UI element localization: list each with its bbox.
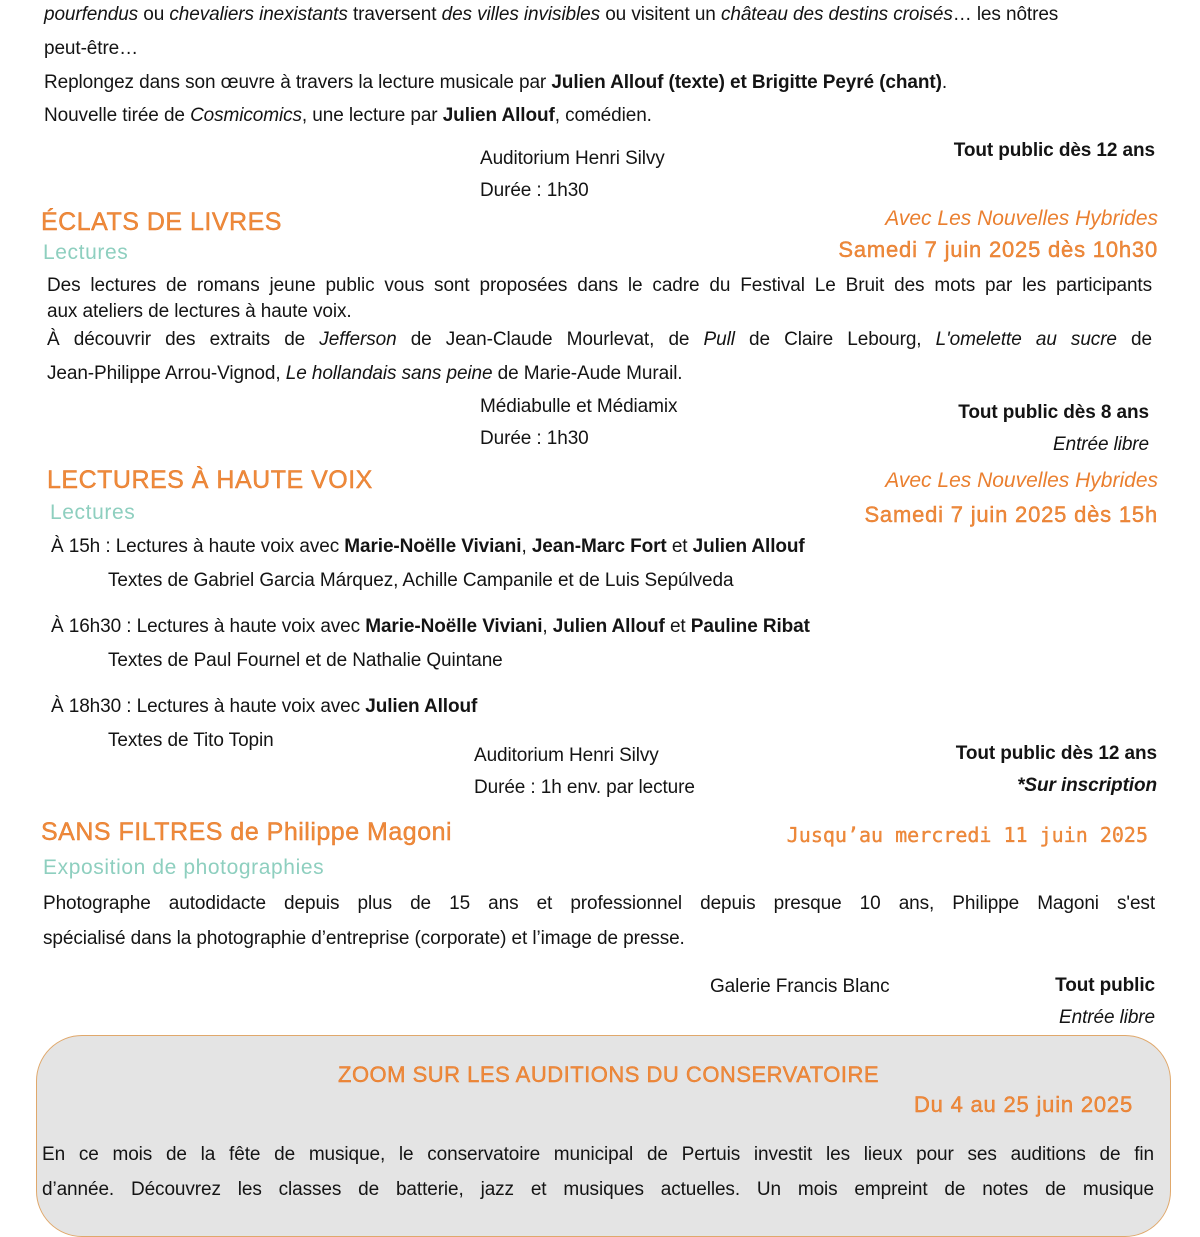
intro-text: ou visitent un	[600, 4, 721, 25]
hv-session-2	[51, 617, 810, 636]
eclats-organizer: Avec Les Nouvelles Hybrides	[885, 207, 1158, 230]
sf-p1-text: Photographe autodidacte depuis plus de 15 ans et professionnel depuis presque 10 ans, Philippe Magoni s'est	[43, 893, 1155, 914]
performer: Pauline Ribat	[690, 616, 810, 637]
sf-p1	[43, 894, 1155, 913]
eclats-audience: Tout public dès 8 ans	[958, 402, 1149, 423]
conservatoire-p2	[42, 1180, 1154, 1199]
session-time: À 18h30 : Lectures à haute voix avec	[51, 696, 366, 717]
eclats-duration: Durée : 1h30	[480, 428, 589, 449]
text: de Claire Lebourg,	[734, 329, 936, 350]
hv-registration: *Sur inscription	[1017, 775, 1157, 796]
conservatoire-title: ZOOM SUR LES AUDITIONS DU CONSERVATOIRE	[338, 1062, 880, 1087]
eclats-date: Samedi 7 juin 2025 dès 10h30	[838, 237, 1158, 262]
sf-category: Exposition de photographies	[43, 856, 325, 879]
hv-organizer: Avec Les Nouvelles Hybrides	[885, 469, 1158, 492]
eclats-p3	[47, 364, 683, 383]
text: À découvrir des extraits de	[47, 329, 320, 350]
text: Jean-Philippe Arrou-Vignod,	[47, 363, 286, 384]
session-time: À 15h : Lectures à haute voix avec	[51, 536, 345, 557]
intro-text: .	[941, 72, 948, 93]
sf-audience: Tout public	[1055, 975, 1155, 996]
session-time: À 16h30 : Lectures à haute voix avec	[51, 616, 366, 637]
separator: et	[664, 616, 691, 637]
hv-duration: Durée : 1h env. par lecture	[474, 777, 695, 798]
sf-date: Jusqu’au mercredi 11 juin 2025	[786, 823, 1148, 847]
text: de Jean-Claude Mourlevat, de	[396, 329, 704, 350]
intro-text: Nouvelle tirée de	[44, 105, 191, 126]
conservatoire-p1-text: En ce mois de la fête de musique, le conservatoire municipal de Pertuis investit les lieux pour ses auditions de fin	[42, 1144, 1154, 1165]
hv-session-1	[51, 537, 805, 556]
intro-line-2: peut-être…	[44, 38, 139, 59]
performer: Marie-Noëlle Viviani	[344, 536, 522, 557]
eclats-category: Lectures	[43, 241, 129, 264]
eclats-venue: Médiabulle et Médiamix	[480, 396, 678, 417]
separator: ,	[521, 536, 532, 557]
intro-venue: Auditorium Henri Silvy	[480, 148, 665, 169]
hv-title: LECTURES À HAUTE VOIX	[47, 466, 373, 494]
intro-text: Replongez dans son œuvre à travers la lecture musicale par	[44, 72, 552, 93]
hv-date: Samedi 7 juin 2025 dès 15h	[864, 502, 1158, 527]
performer: Marie-Noëlle Viviani	[365, 616, 543, 637]
intro-text: , comédien.	[554, 105, 652, 126]
hv-audience: Tout public dès 12 ans	[955, 743, 1157, 764]
intro-text: … les nôtres	[952, 4, 1059, 25]
performers: Julien Allouf (texte) et Brigitte Peyré (chant)	[551, 72, 942, 93]
eclats-p1-text: Des lectures de romans jeune public vous sont proposées dans le cadre du Festival Le Bruit des mots par les participants	[47, 275, 1152, 296]
separator: ,	[542, 616, 553, 637]
hv-session-2-texts: Textes de Paul Fournel et de Nathalie Quintane	[108, 650, 503, 671]
hv-session-1-texts: Textes de Gabriel Garcia Márquez, Achille Campanile et de Luis Sepúlveda	[108, 570, 734, 591]
hv-venue: Auditorium Henri Silvy	[474, 745, 659, 766]
intro-line-4	[44, 106, 652, 125]
text: de	[1116, 329, 1152, 350]
sf-venue: Galerie Francis Blanc	[710, 976, 890, 997]
intro-line-3	[44, 73, 947, 92]
text: de Marie-Aude Murail.	[492, 363, 683, 384]
intro-em: pourfendus	[44, 4, 139, 25]
intro-em: château des destins croisés	[720, 4, 953, 25]
eclats-title: ÉCLATS DE LIVRES	[41, 208, 282, 236]
book-title: Pull	[703, 329, 735, 350]
intro-text: ou	[138, 4, 170, 25]
book-title: Jefferson	[319, 329, 397, 350]
performer: Julien Allouf	[692, 536, 805, 557]
performer: Julien Allouf	[365, 696, 478, 717]
intro-em: des villes invisibles	[441, 4, 601, 25]
hv-session-3	[51, 697, 477, 716]
intro-line-1	[44, 5, 1058, 24]
conservatoire-p2-text: d’année. Découvrez les classes de batterie, jazz et musiques actuelles. Un mois empreint de notes de musique	[42, 1179, 1154, 1200]
performer: Julien Allouf	[442, 105, 555, 126]
intro-text: , une lecture par	[301, 105, 443, 126]
sf-title: SANS FILTRES de Philippe Magoni	[41, 818, 453, 846]
conservatoire-date: Du 4 au 25 juin 2025	[913, 1092, 1133, 1117]
separator: et	[666, 536, 693, 557]
book-title: Le hollandais sans peine	[285, 363, 493, 384]
eclats-entry: Entrée libre	[1053, 434, 1149, 455]
hv-session-3-texts: Textes de Tito Topin	[108, 730, 274, 751]
intro-em: chevaliers inexistants	[169, 4, 348, 25]
eclats-p2-text	[47, 330, 1152, 349]
conservatoire-p1	[42, 1145, 1154, 1164]
hv-category: Lectures	[50, 501, 136, 524]
eclats-p1	[47, 276, 1152, 295]
intro-text: traversent	[347, 4, 442, 25]
intro-audience: Tout public dès 12 ans	[953, 140, 1155, 161]
sf-p2: spécialisé dans la photographie d’entreprise (corporate) et l’image de presse.	[43, 928, 685, 949]
book-title: Cosmicomics	[190, 105, 302, 126]
performer: Jean-Marc Fort	[531, 536, 667, 557]
intro-duration: Durée : 1h30	[480, 180, 589, 201]
book-title: L'omelette au sucre	[935, 329, 1117, 350]
performer: Julien Allouf	[552, 616, 665, 637]
eclats-p1b: aux ateliers de lectures à haute voix.	[47, 301, 352, 322]
sf-entry: Entrée libre	[1059, 1007, 1155, 1028]
eclats-p2	[47, 330, 1152, 349]
